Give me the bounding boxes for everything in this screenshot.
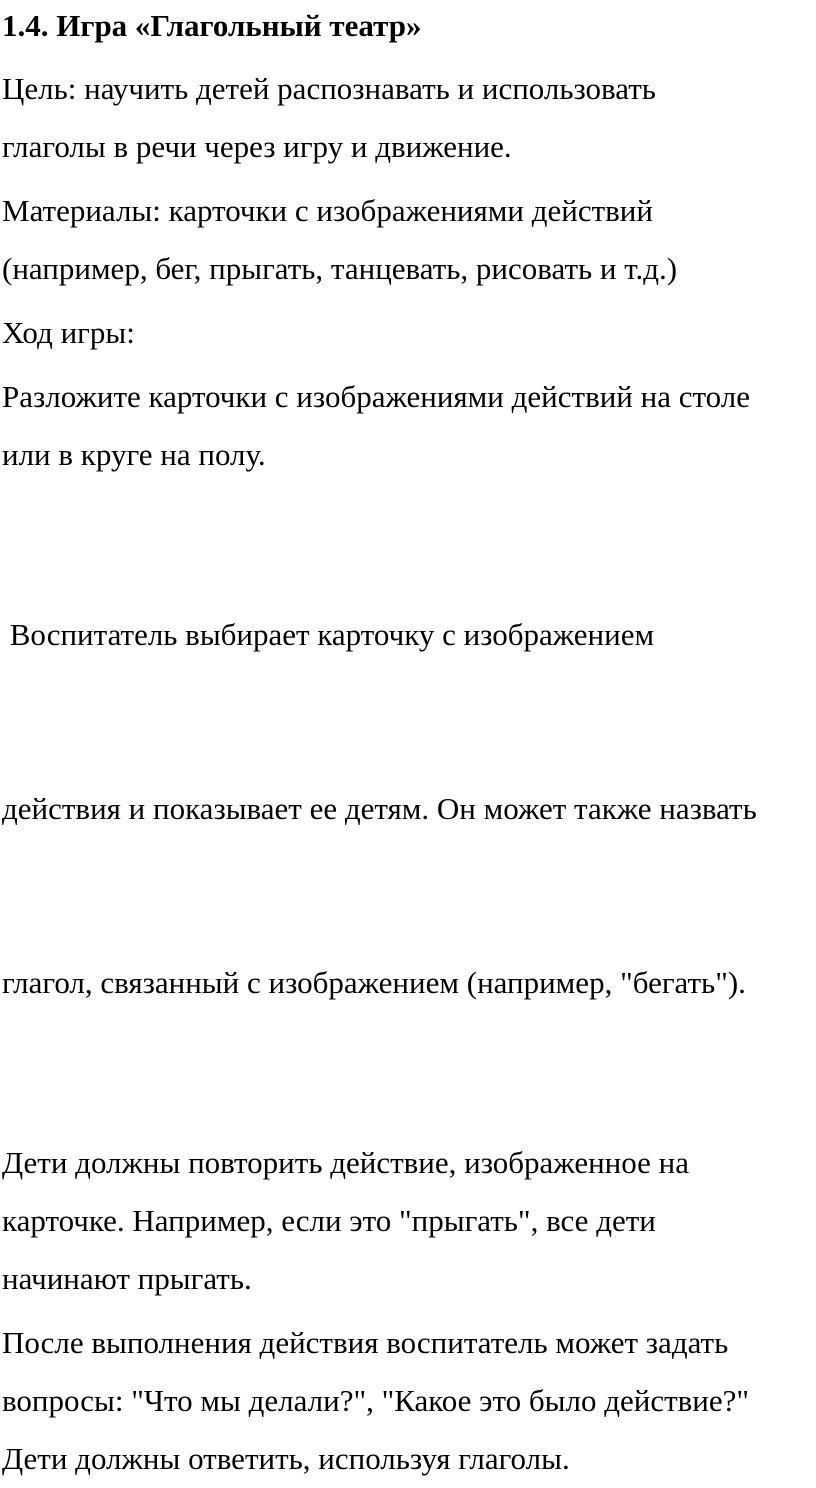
paragraph-line: начинают прыгать.	[2, 1261, 252, 1296]
paragraph-line: (например, бег, прыгать, танцевать, рисовать и т.д.)	[2, 251, 678, 286]
paragraph-line: Материалы: карточки с изображениями действий	[2, 193, 653, 228]
paragraph-line: Ход игры:	[2, 315, 135, 350]
paragraph-line: или в круге на полу.	[2, 437, 266, 472]
paragraph-goal	[2, 60, 814, 176]
paragraph-line: действия и показывает ее детям. Он может также назвать	[2, 791, 757, 826]
paragraph-line: глагол, связанный с изображением (например, "бегать").	[2, 965, 746, 1000]
paragraph-materials	[2, 182, 814, 298]
paragraph-line: Цель: научить детей распознавать и использовать	[2, 71, 656, 106]
paragraph-step-1	[2, 368, 814, 484]
paragraph-line: Воспитатель выбирает карточку с изображением	[2, 617, 655, 652]
paragraph-line: Дети должны ответить, используя глаголы.	[2, 1441, 570, 1476]
paragraph-line: Дети должны повторить действие, изображенное на	[2, 1145, 689, 1180]
paragraph-step-3	[2, 1134, 814, 1308]
paragraph-line: карточке. Например, если это "прыгать", все дети	[2, 1203, 656, 1238]
paragraph-step-4	[2, 1314, 814, 1488]
paragraph-line: вопросы: "Что мы делали?", "Какое это было действие?"	[2, 1383, 750, 1418]
paragraph-game-progress	[2, 304, 814, 362]
section-title: 1.4. Игра «Глагольный театр»	[2, 8, 422, 43]
paragraph-line: глаголы в речи через игру и движение.	[2, 129, 512, 164]
paragraph-line: После выполнения действия воспитатель может задать	[2, 1325, 729, 1360]
paragraph-line: Разложите карточки с изображениями действий на столе	[2, 379, 750, 414]
document-page	[2, 0, 814, 1488]
paragraph-step-2	[2, 490, 814, 1128]
